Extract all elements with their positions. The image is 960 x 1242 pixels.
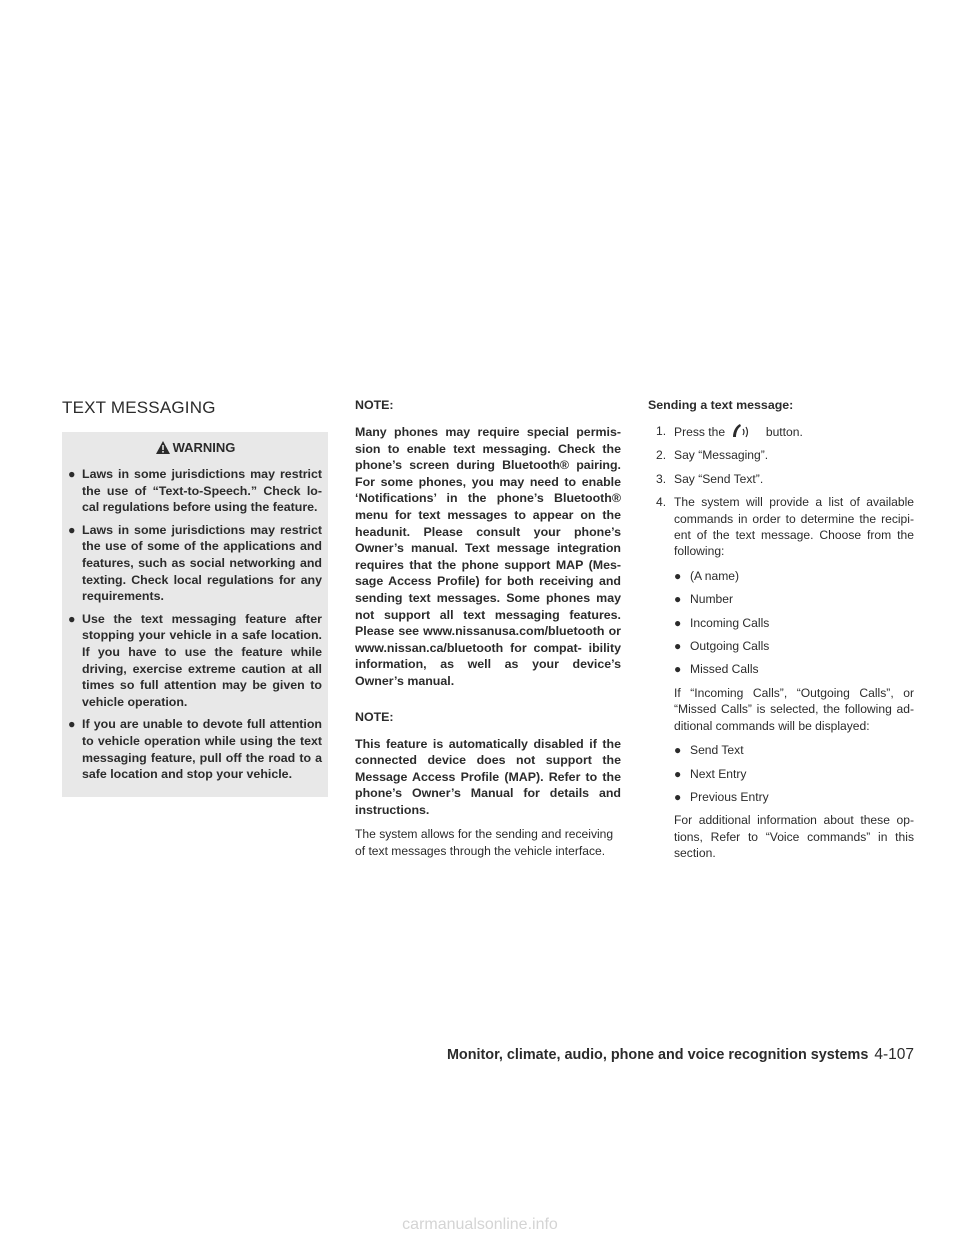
- step-number: 3.: [656, 471, 667, 486]
- page-footer: [447, 1046, 914, 1064]
- intro-text: The system allows for the sending and receiving of text messages through the vehicle interface.: [355, 827, 614, 858]
- step-number: 4.: [656, 495, 667, 510]
- note-label: NOTE:: [355, 709, 394, 724]
- warning-item-text: If you are unable to devote full attention to vehicle operation while using the text messaging feature, pull off the road to a safe location and stop your vehicle.: [82, 717, 322, 782]
- list-item: [674, 638, 914, 654]
- step-text: Press the: [674, 425, 726, 439]
- bullet-icon: ●: [68, 611, 76, 626]
- warning-item-text: Laws in some jurisdictions may restrict the use of “Text-to-Speech.” Check lo- cal regulations before using the feature.: [82, 467, 322, 515]
- step-text: The system will provide a list of available commands in order to determine the recipi- ent of the text message. Choose from the following:: [674, 495, 914, 559]
- bullet-icon: ●: [674, 743, 682, 758]
- note-label: NOTE:: [355, 398, 394, 412]
- warning-item: [68, 466, 322, 516]
- list-item: [674, 661, 914, 677]
- section-title: TEXT MESSAGING: [62, 398, 216, 417]
- warning-item-text: Use the text messaging feature after stopping your vehicle in a safe location. If you have to use the feature while driving, exercise extreme caution at all times so full attention may be given to vehicle operation.: [82, 611, 322, 709]
- bullet-icon: ●: [674, 662, 682, 677]
- column-right: [648, 398, 914, 870]
- additional-list: [674, 742, 914, 805]
- bullet-icon: ●: [674, 615, 682, 630]
- step: [656, 471, 914, 487]
- list-item-text: (A name): [690, 568, 740, 583]
- step: [656, 494, 914, 861]
- step: [656, 447, 914, 463]
- chapter-title: Monitor, climate, audio, phone and voice recognition systems: [446, 1047, 869, 1063]
- warning-heading-text: WARNING: [172, 440, 236, 455]
- final-text: For additional information about these op- tions, Refer to “Voice commands” in this section.: [674, 813, 914, 861]
- list-item-text: Previous Entry: [690, 789, 769, 804]
- list-item: [674, 742, 914, 758]
- list-item: [674, 568, 914, 584]
- watermark: carmanualsonline.info: [402, 1216, 558, 1233]
- bullet-icon: ●: [68, 717, 76, 732]
- list-item-text: Outgoing Calls: [690, 639, 770, 654]
- list-item-text: Next Entry: [690, 766, 747, 781]
- list-item: [674, 789, 914, 805]
- bullet-icon: ●: [674, 766, 682, 781]
- list-item-text: Number: [690, 592, 734, 607]
- list-item-text: Incoming Calls: [690, 615, 770, 630]
- bullet-icon: ●: [674, 789, 682, 804]
- bullet-icon: ●: [674, 639, 682, 654]
- warning-item-text: Laws in some jurisdictions may restrict the use of some of the applications and features, such as social networking and texting. Check local regulations for any requirements.: [82, 522, 322, 604]
- list-item-text: Send Text: [690, 743, 744, 758]
- talk-button-icon: [730, 423, 754, 439]
- note-text: This feature is automatically disabled if the connected device does not support the Message Access Profile (MAP). Refer to the phone’s Owner’s Manual for details and instructions.: [355, 736, 621, 817]
- step: [656, 423, 914, 440]
- list-item-text: Missed Calls: [690, 662, 759, 677]
- step-number: 1.: [656, 424, 667, 438]
- sending-heading: Sending a text message:: [648, 398, 794, 412]
- bullet-icon: ●: [68, 522, 76, 537]
- step-text: Say “Send Text”.: [674, 471, 764, 486]
- list-item: [674, 591, 914, 607]
- column-middle: [355, 398, 621, 859]
- options-list: [674, 568, 914, 678]
- page-number: 4-107: [874, 1046, 914, 1063]
- warning-item: [68, 716, 322, 782]
- step-text: button.: [765, 425, 803, 439]
- warning-heading: [68, 440, 322, 455]
- warning-triangle-icon: [155, 440, 171, 455]
- list-item: [674, 766, 914, 782]
- warning-list: [68, 466, 322, 783]
- bullet-icon: ●: [674, 592, 682, 607]
- list-item: [674, 615, 914, 631]
- step-number: 2.: [656, 448, 667, 463]
- warning-box: [62, 432, 328, 797]
- column-left: [62, 398, 328, 797]
- additional-commands-text: If “Incoming Calls”, “Outgoing Calls”, or “Missed Calls” is selected, the following ad- ditional commands will be displayed:: [674, 685, 914, 733]
- step-text: Say “Messaging”.: [674, 448, 769, 463]
- note-text: Many phones may require special permis- sion to enable text messaging. Check the phone’s screen during Bluetooth® pairing. For some phones, you may need to enable ‘Notifications’ in the phone’s Bluetooth® menu for text messages to appear on the headunit. Please consult your phone’s Owner’s manual. Text message integration requires that the phone support MAP (Mes- sage Access Profile) for both receiving and sending text messages. Some phones may not support all text messaging features. Please see www.nissanusa.com/bluetooth or www.nissan.ca/bluetooth for compat- ibility information, as well as your device’s Owner’s manual.: [355, 425, 621, 688]
- bullet-icon: ●: [68, 467, 76, 481]
- bullet-icon: ●: [674, 568, 682, 583]
- warning-item: [68, 522, 322, 605]
- warning-item: [68, 611, 322, 711]
